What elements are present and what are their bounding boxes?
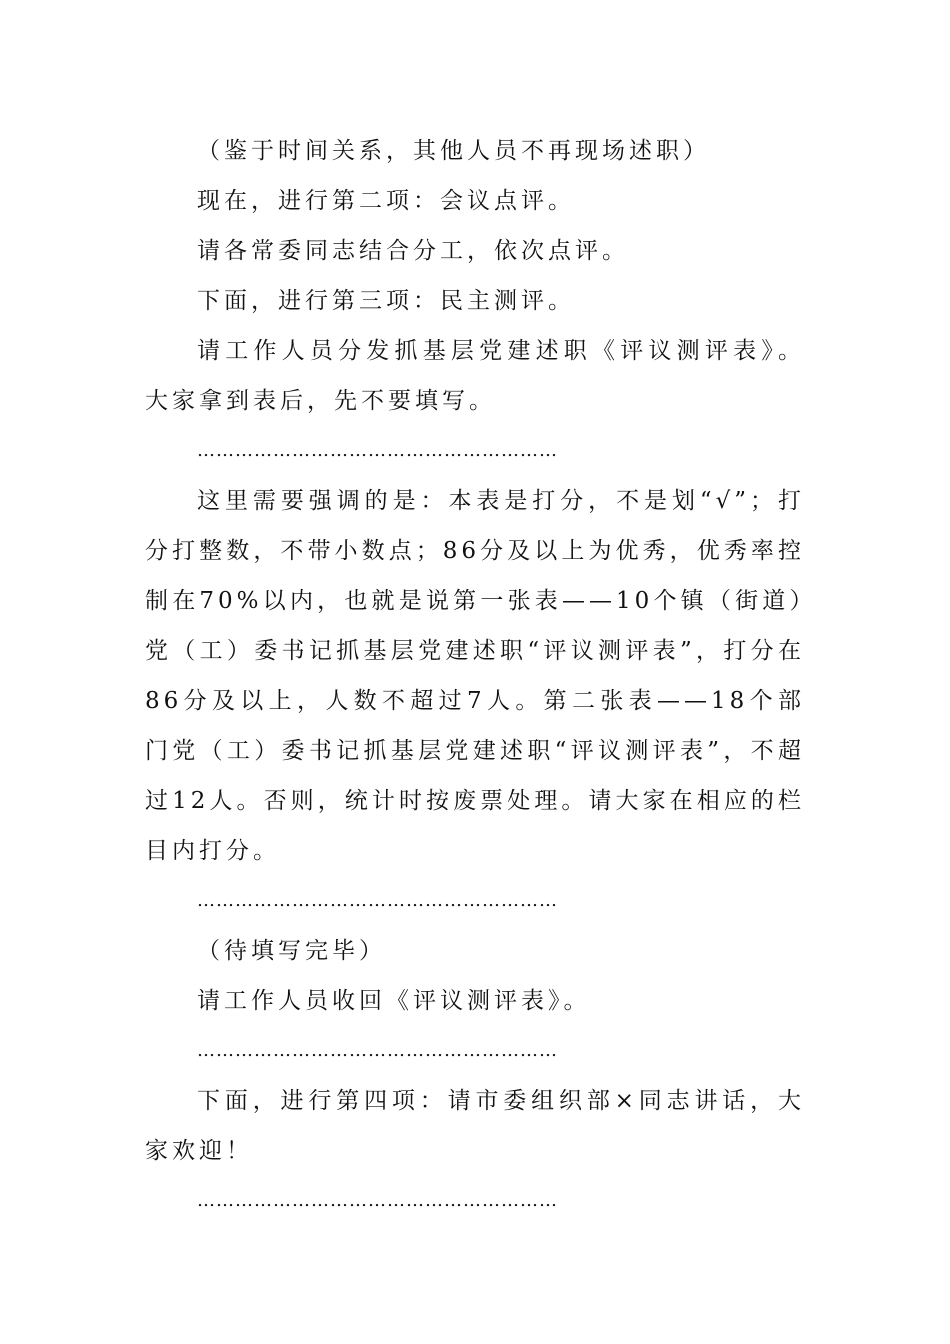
paragraph-item-four: 下面，进行第四项：请市委组织部×同志讲话，大家欢迎！	[145, 1088, 805, 1164]
ellipsis-separator: …………………………………………………	[197, 440, 558, 461]
paragraph-distribute-forms: 请工作人员分发抓基层党建述职《评议测评表》。大家拿到表后，先不要填写。	[145, 338, 805, 414]
ellipsis-separator: …………………………………………………	[197, 1040, 558, 1061]
ellipsis-separator: …………………………………………………	[197, 890, 558, 911]
paragraph-wait-complete: （待填写完毕）	[197, 938, 386, 964]
paragraph-scoring-instructions: 这里需要强调的是：本表是打分，不是划“√”；打分打整数，不带小数点；86分及以上为优秀，优秀率控制在70%以内，也就是说第一张表——10个镇（街道）党（工）委书记抓基层党建述职“评议测评表”，打分在86分及以上，人数不超过7人。第二张表——18个部门党（工）委书记抓基层党建述职“评议测评表”，不超过12人。否则，统计时按废票处理。请大家在相应的栏目内打分。	[145, 488, 805, 864]
paragraph-comment-request: 请各常委同志结合分工，依次点评。	[197, 238, 629, 264]
paragraph-note-no-more-reports: （鉴于时间关系，其他人员不再现场述职）	[197, 138, 710, 164]
document-body	[145, 126, 805, 1226]
paragraph-item-two: 现在，进行第二项：会议点评。	[197, 188, 575, 214]
paragraph-item-three: 下面，进行第三项：民主测评。	[197, 288, 575, 314]
paragraph-collect-forms: 请工作人员收回《评议测评表》。	[197, 988, 591, 1014]
ellipsis-separator: …………………………………………………	[197, 1190, 558, 1211]
